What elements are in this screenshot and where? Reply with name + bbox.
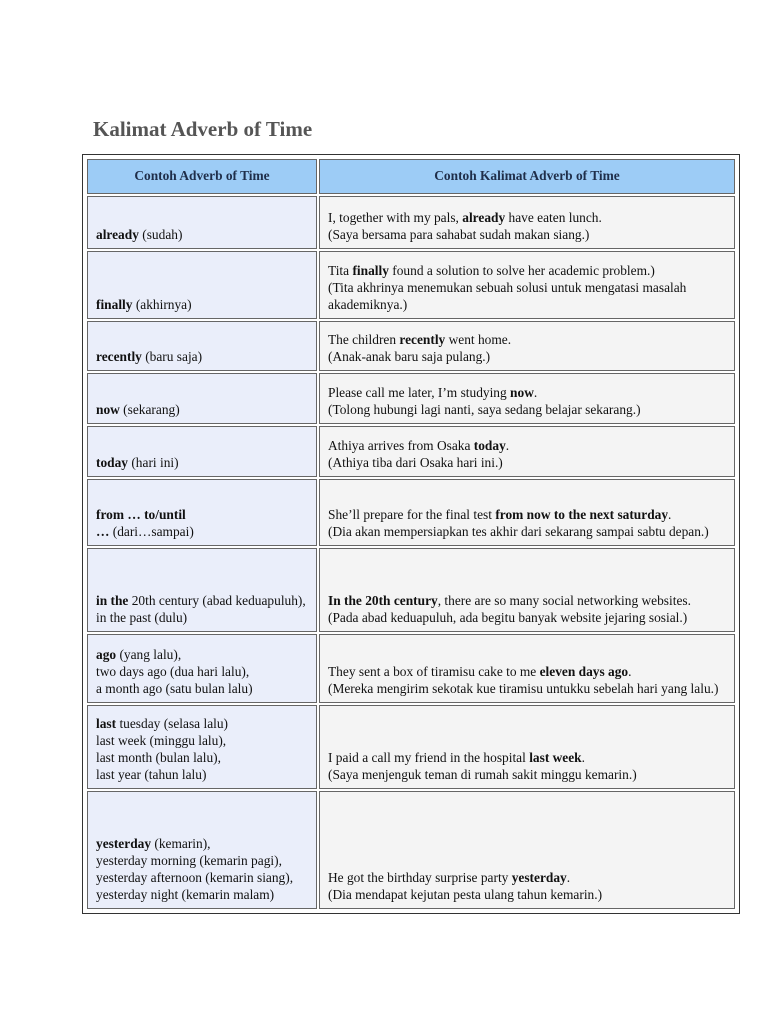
bold-text: in the [96,593,129,608]
table-row [87,548,735,632]
text: . [505,438,510,453]
example-line [328,663,726,680]
text: yesterday afternoon (kemarin siang), [96,870,294,885]
example-cell [319,373,735,424]
adverb-line [96,663,308,680]
bold-text: from now to the next saturday [495,507,669,522]
text: Athiya arrives from Osaka [328,438,474,453]
text: (Anak-anak baru saja pulang.) [328,349,491,364]
example-cell [319,705,735,789]
example-line [328,262,726,279]
adverb-table [85,157,737,911]
example-line [328,680,726,697]
table-row [87,196,735,249]
table-header-row [87,159,735,194]
example-line [328,348,726,365]
table-row [87,634,735,703]
example-line [328,592,726,609]
adverb-line [96,226,308,243]
example-line [328,437,726,454]
example-line [328,401,726,418]
adverb-line [96,835,308,852]
example-line [328,384,726,401]
adverb-line [96,680,308,697]
text: tuesday (selasa lalu) [116,716,229,731]
example-line [328,749,726,766]
example-line [328,869,726,886]
example-cell [319,251,735,319]
text: . [628,664,632,679]
table-row [87,705,735,789]
text: yesterday morning (kemarin pagi), [96,853,282,868]
adverb-line [96,886,308,903]
bold-text: … [96,524,110,539]
text: (Tita akhrinya menemukan sebuah solusi untuk mengatasi masalah akademiknya.) [328,280,687,312]
bold-text: finally [352,263,389,278]
example-line [328,454,726,471]
example-line [328,506,726,523]
bold-text: today [473,438,506,453]
text: last week (minggu lalu), [96,733,227,748]
example-line [328,766,726,783]
table-row [87,373,735,424]
text: I paid a call my friend in the hospital [328,750,530,765]
text: last month (bulan lalu), [96,750,221,765]
bold-text: recently [96,349,142,364]
page-title: Kalimat Adverb of Time [93,117,313,141]
text: . [533,385,538,400]
text: (Mereka mengirim sekotak kue tiramisu untukku sebelah hari yang lalu.) [328,681,719,696]
text: in the past (dulu) [96,610,188,625]
bold-text: already [462,210,506,225]
adverb-cell [87,634,317,703]
text: (Tolong hubungi lagi nanti, saya sedang belajar sekarang.) [328,402,641,417]
text: 20th century (abad keduapuluh), [128,593,306,608]
example-cell [319,426,735,477]
text: found a solution to solve her academic problem.) [388,263,655,278]
text: She’ll prepare for the final test [328,507,496,522]
text: (Dia akan mempersiapkan tes akhir dari sekarang sampai sabtu depan.) [328,524,709,539]
adverb-cell [87,251,317,319]
text: (sekarang) [119,402,180,417]
example-line [328,609,726,626]
example-line [328,226,726,243]
text: (sudah) [138,227,183,242]
text: He got the birthday surprise party [328,870,512,885]
header-adverb: Contoh Adverb of Time [87,159,317,194]
adverb-cell [87,426,317,477]
text: yesterday night (kemarin malam) [96,887,275,902]
adverb-line [96,715,308,732]
adverb-line [96,296,308,313]
text: (Saya bersama para sahabat sudah makan siang.) [328,227,590,242]
table-body [87,196,735,909]
adverb-line [96,592,308,609]
table-row [87,321,735,371]
table-row [87,479,735,546]
table-row [87,251,735,319]
adverb-cell [87,373,317,424]
adverb-line [96,348,308,365]
example-line [328,523,726,540]
text: (Athiya tiba dari Osaka hari ini.) [328,455,503,470]
text: The children [328,332,400,347]
bold-text: finally [96,297,133,312]
text: (akhirnya) [132,297,192,312]
example-line [328,886,726,903]
table-row [87,791,735,909]
bold-text: from … to/until [96,507,186,522]
text: They sent a box of tiramisu cake to me [328,664,540,679]
example-line [328,331,726,348]
bold-text: last week [529,750,582,765]
text: two days ago (dua hari lalu), [96,664,250,679]
example-cell [319,791,735,909]
adverb-cell [87,705,317,789]
bold-text: ago [96,647,117,662]
adverb-line [96,506,308,523]
text: . [566,870,571,885]
text: I, together with my pals, [328,210,463,225]
example-cell [319,479,735,546]
adverb-cell [87,196,317,249]
bold-text: eleven days ago [539,664,629,679]
text: (kemarin), [151,836,211,851]
example-cell [319,548,735,632]
adverb-line [96,869,308,886]
example-cell [319,321,735,371]
example-line [328,209,726,226]
adverb-line [96,454,308,471]
table-row [87,426,735,477]
bold-text: yesterday [511,870,567,885]
bold-text: now [96,402,120,417]
adverb-line [96,732,308,749]
example-cell [319,634,735,703]
text: went home. [445,332,512,347]
example-line [328,279,726,313]
text: . [668,507,672,522]
adverb-cell [87,479,317,546]
text: , there are so many social networking websites. [437,593,691,608]
text: (hari ini) [128,455,179,470]
text: Please call me later, I’m studying [328,385,511,400]
adverb-line [96,646,308,663]
bold-text: last [96,716,117,731]
adverb-cell [87,791,317,909]
text: (Dia mendapat kejutan pesta ulang tahun kemarin.) [328,887,603,902]
adverb-line [96,749,308,766]
adverb-line [96,609,308,626]
adverb-line [96,766,308,783]
header-example: Contoh Kalimat Adverb of Time [319,159,735,194]
text: . [581,750,585,765]
bold-text: recently [399,332,446,347]
text: have eaten lunch. [505,210,602,225]
text: a month ago (satu bulan lalu) [96,681,253,696]
bold-text: In the 20th century [328,593,438,608]
text: Tita [328,263,353,278]
adverb-line [96,852,308,869]
bold-text: already [96,227,139,242]
adverb-table-frame [82,154,740,914]
adverb-cell [87,548,317,632]
text: (Saya menjenguk teman di rumah sakit minggu kemarin.) [328,767,637,782]
adverb-line [96,401,308,418]
adverb-cell [87,321,317,371]
text: (dari…sampai) [109,524,194,539]
text: (baru saja) [141,349,203,364]
example-cell [319,196,735,249]
bold-text: yesterday [96,836,152,851]
text: last year (tahun lalu) [96,767,207,782]
bold-text: now [510,385,534,400]
text: (Pada abad keduapuluh, ada begitu banyak website jejaring sosial.) [328,610,688,625]
adverb-line [96,523,308,540]
text: (yang lalu), [116,647,182,662]
bold-text: today [96,455,128,470]
